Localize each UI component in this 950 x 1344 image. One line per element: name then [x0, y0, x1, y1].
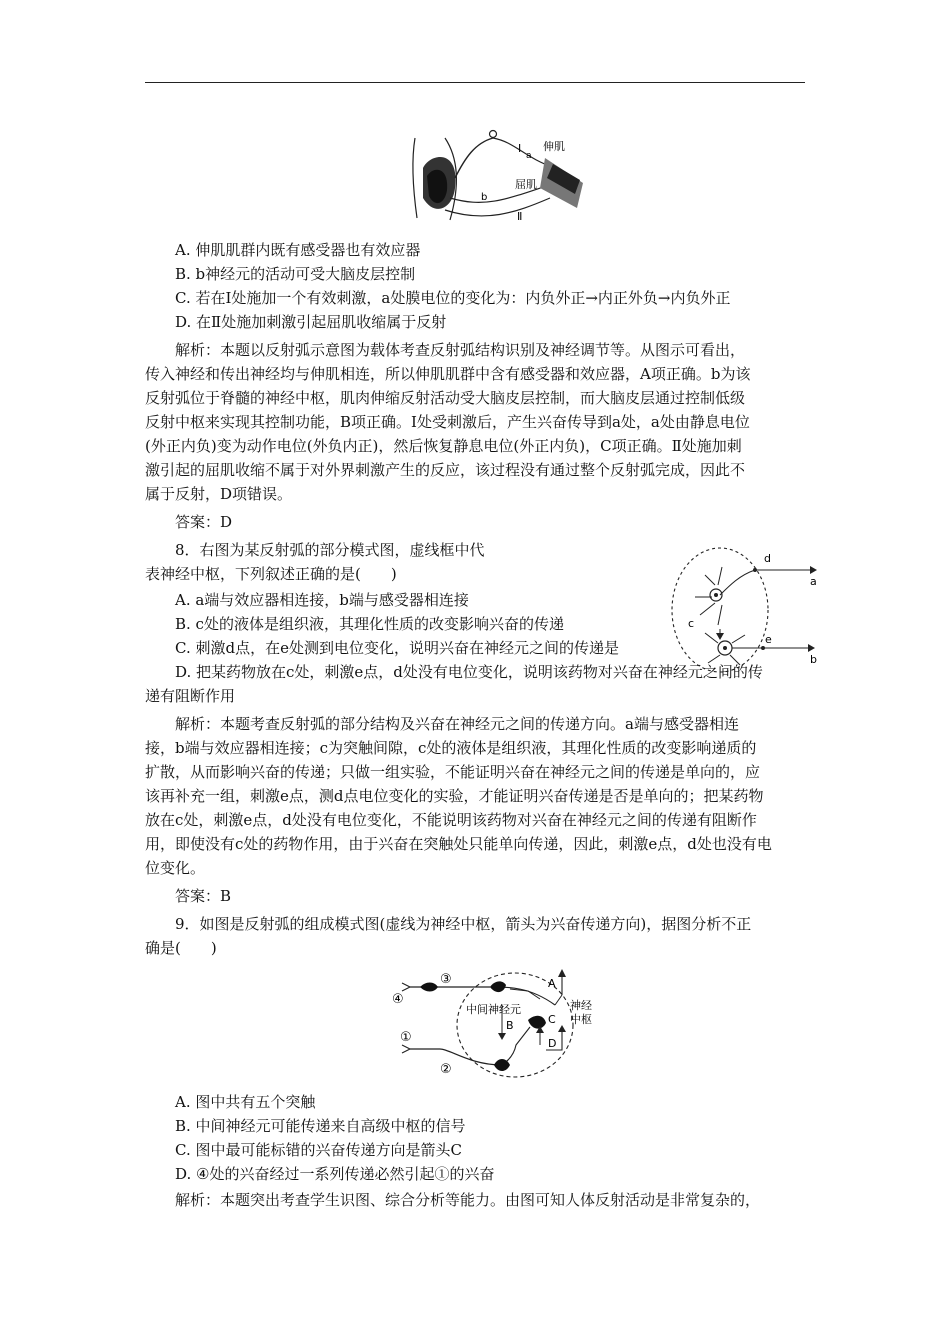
fig3-label-center1: 神经 [570, 999, 592, 1012]
fig3-label-3: ③ [440, 972, 452, 987]
fig1-label-a: a [526, 151, 532, 161]
fig3-label-C: C [548, 1013, 556, 1026]
fig2-label-a: a [810, 575, 817, 588]
q8-option-b: B. c处的液体是组织液，其理化性质的改变影响兴奋的传递 [175, 615, 564, 633]
q9-option-c: C. 图中最可能标错的兴奋传递方向是箭头C [175, 1141, 462, 1159]
q8-stem-cont: 表神经中枢，下列叙述正确的是( ) [145, 565, 397, 583]
fig2-label-e: e [765, 633, 772, 646]
q7-analysis-line: 传入神经和传出神经均与伸肌相连，所以伸肌肌群中含有感受器和效应器，A项正确。b为该 [145, 365, 751, 383]
fig1-label-extensor: 伸肌 [543, 140, 565, 153]
q8-option-a: A. a端与效应器相连接，b端与感受器相连接 [175, 591, 469, 609]
fig1-label-flexor: 屈肌 [515, 178, 537, 191]
q9-option-a: A. 图中共有五个突触 [175, 1093, 316, 1111]
q8-answer: 答案：B [175, 887, 232, 905]
q7-analysis-line: (外正内负)变为动作电位(外负内正)，然后恢复静息电位(外正内负)，C项正确。Ⅱ处施加刺 [145, 437, 742, 455]
q8-analysis-line: 该再补充一组，刺激e点，测d点电位变化的实验，才能证明兴奋传递是否是单向的；把某药物 [145, 787, 764, 805]
fig1-label-b: b [481, 192, 488, 203]
q8-option-d-cont: 递有阻断作用 [145, 687, 236, 705]
fig3-label-2: ② [440, 1062, 452, 1077]
q8-option-d: D. 把某药物放在c处，刺激e点，d处没有电位变化，说明该药物对兴奋在神经元之间的传 [175, 663, 763, 681]
fig1-label-II: Ⅱ [517, 210, 523, 223]
q7-option-b: B. b神经元的活动可受大脑皮层控制 [175, 265, 416, 283]
q7-analysis-line: 激引起的屈肌收缩不属于对外界刺激产生的反应，该过程没有通过整个反射弧完成，因此不 [145, 461, 746, 479]
q7-analysis-line: 反射中枢来实现其控制功能，B项正确。Ⅰ处受刺激后，产生兴奋传导到a处，a处由静息电位 [145, 413, 750, 431]
fig3-label-interneuron: 中间神经元 [466, 1003, 521, 1016]
q8-analysis-line: 放在c处，刺激e点，d处没有电位变化，不能说明该药物对兴奋在神经元之间的传递有阻断作 [145, 811, 757, 829]
fig3-label-4: ④ [392, 992, 404, 1007]
fig3-label-D: D [548, 1037, 557, 1050]
reflex-arc-components-figure [390, 965, 610, 1085]
q7-option-c: C. 若在Ⅰ处施加一个有效刺激，a处膜电位的变化为：内负外正→内正外负→内负外正 [175, 289, 731, 307]
reflex-arc-figure [405, 128, 595, 228]
q8-analysis-line: 用，即使没有c处的药物作用，由于兴奋在突触处只能单向传递，因此，刺激e点，d处也没有电 [145, 835, 772, 853]
neural-center-figure [660, 545, 825, 675]
fig3-label-1: ① [400, 1030, 412, 1045]
q8-option-c: C. 刺激d点，在e处测到电位变化，说明兴奋在神经元之间的传递是 [175, 639, 619, 657]
q7-option-d: D. 在Ⅱ处施加刺激引起屈肌收缩属于反射 [175, 313, 447, 331]
q8-analysis-line: 接，b端与效应器相连接；c为突触间隙，c处的液体是组织液，其理化性质的改变影响递质的 [145, 739, 757, 757]
fig2-label-d: d [764, 552, 771, 565]
fig3-label-A: A [548, 977, 556, 990]
fig3-label-B: B [506, 1019, 514, 1032]
q7-analysis-line: 反射弧位于脊髓的神经中枢，肌肉伸缩反射活动受大脑皮层控制，而大脑皮层通过控制低级 [145, 389, 746, 407]
top-rule [145, 82, 805, 83]
q7-analysis-line: 解析：本题以反射弧示意图为载体考查反射弧结构识别及神经调节等。从图示可看出， [175, 341, 746, 359]
q8-analysis-line: 位变化。 [145, 859, 206, 877]
q9-stem-cont: 确是( ) [145, 939, 217, 957]
q7-analysis-line: 属于反射，D项错误。 [145, 485, 293, 503]
fig2-label-c: c [688, 617, 695, 630]
q9-stem: 9．如图是反射弧的组成模式图(虚线为神经中枢，箭头为兴奋传递方向)，据图分析不正 [175, 915, 752, 933]
fig3-label-center2: 中枢 [570, 1013, 592, 1026]
fig2-label-b: b [810, 653, 817, 666]
q9-option-b: B. 中间神经元可能传递来自高级中枢的信号 [175, 1117, 466, 1135]
q9-option-d: D. ④处的兴奋经过一系列传递必然引起①的兴奋 [175, 1165, 495, 1183]
q8-stem: 8．右图为某反射弧的部分模式图，虚线框中代 [175, 541, 485, 559]
q9-analysis-line: 解析：本题突出考查学生识图、综合分析等能力。由图可知人体反射活动是非常复杂的， [175, 1191, 761, 1209]
q7-option-a: A. 伸肌肌群内既有感受器也有效应器 [175, 241, 421, 259]
fig1-label-I: Ⅰ [518, 142, 522, 155]
q8-analysis-line: 解析：本题考查反射弧的部分结构及兴奋在神经元之间的传递方向。a端与感受器相连 [175, 715, 739, 733]
q7-answer: 答案：D [175, 513, 233, 531]
q8-analysis-line: 扩散，从而影响兴奋的传递；只做一组实验，不能证明兴奋在神经元之间的传递是单向的，应 [145, 763, 761, 781]
